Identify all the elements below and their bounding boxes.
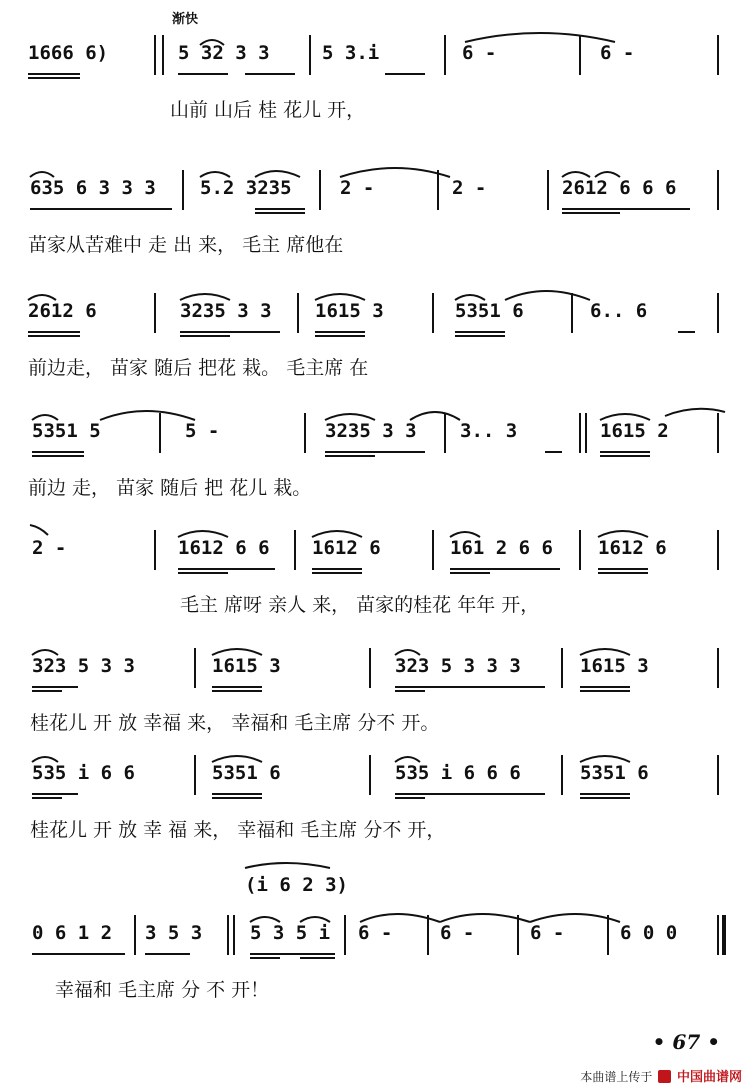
note-group: 1615 2 (600, 420, 669, 442)
note-group: 6 - (530, 922, 565, 944)
note-group: 3235 3 3 (325, 420, 417, 442)
footer-brand[interactable]: 中国曲谱网 (676, 1070, 742, 1085)
system-4 (0, 398, 750, 518)
note-group: 2612 6 (28, 300, 97, 322)
note-group: 6 - (358, 922, 393, 944)
note-group: 635 6 3 3 3 (30, 177, 156, 199)
note-group: 6 - (600, 42, 635, 64)
note-group: 0 6 1 2 (32, 922, 113, 944)
note-group: 5.2 3235 (200, 177, 292, 199)
lyrics-line: 苗家从苦难中 走 出 来， 毛主 席他在 (28, 234, 344, 256)
note-group: 5351 5 (32, 420, 101, 442)
note-group: 5351 6 (455, 300, 524, 322)
note-group: 161 2 6 6 (450, 537, 553, 559)
page-number: • 67 • (652, 1030, 720, 1054)
note-group: 5351 6 (212, 762, 281, 784)
note-group: 1612 6 (598, 537, 667, 559)
note-group: 6 0 0 (620, 922, 678, 944)
note-group: 5 3 5 i (250, 922, 331, 944)
lyrics-line: 桂花儿 开 放 幸 福 来， 幸福和 毛主席 分不 开， (30, 819, 446, 841)
system-8 (0, 860, 750, 1001)
note-group: 1612 6 (312, 537, 381, 559)
note-group: 1615 3 (212, 655, 281, 677)
system-5 (0, 515, 750, 635)
note-group: 1612 6 6 (178, 537, 270, 559)
system-2 (0, 155, 750, 275)
note-group: 2 - (340, 177, 375, 199)
note-group: 323 5 3 3 3 (395, 655, 521, 677)
note-group: 1615 3 (315, 300, 384, 322)
note-group: 6 - (462, 42, 497, 64)
lyrics-line: 毛主 席呀 亲人 来， 苗家的桂花 年年 开， (180, 594, 540, 616)
lyrics-line: 山前 山后 桂 花儿 开， (170, 99, 366, 121)
note-group: 1615 3 (580, 655, 649, 677)
lyrics-line: 前边走， 苗家 随后 把花 栽。 毛主席 在 (28, 357, 369, 379)
note-group: 535 i 6 6 6 (395, 762, 521, 784)
tempo-mark: 渐快 (172, 12, 199, 27)
system-6 (0, 633, 750, 753)
note-group: 535 i 6 6 (32, 762, 135, 784)
note-group: 3235 3 3 (180, 300, 272, 322)
footer-prefix: 本曲谱上传于 (580, 1070, 653, 1084)
note-group: 3 5 3 (145, 922, 203, 944)
system-1 (0, 20, 750, 140)
lyrics-line: 幸福和 毛主席 分 不 开！ (55, 979, 270, 1001)
system-3 (0, 278, 750, 398)
note-group: 1666 6) (28, 42, 109, 64)
note-group: 323 5 3 3 (32, 655, 135, 677)
note-group: 2612 6 6 6 (562, 177, 677, 199)
note-group: 5 32 3 3 (178, 42, 270, 64)
note-group: 5 3.i (322, 42, 380, 64)
note-group: 2 - (452, 177, 487, 199)
note-group: 2 - (32, 537, 67, 559)
site-logo-icon (658, 1070, 671, 1083)
system-7 (0, 740, 750, 860)
footer-credit (580, 1066, 742, 1085)
note-group: 5351 6 (580, 762, 649, 784)
note-group: 3.. 3 (460, 420, 518, 442)
ossia-notes: (i 6 2 3) (245, 874, 348, 896)
note-group: 6 - (440, 922, 475, 944)
note-group: 5 - (185, 420, 220, 442)
note-group: 6.. 6 (590, 300, 648, 322)
lyrics-line: 桂花儿 开 放 幸福 来， 幸福和 毛主席 分不 开。 (30, 712, 440, 734)
lyrics-line: 前边 走， 苗家 随后 把 花儿 栽。 (28, 477, 312, 499)
